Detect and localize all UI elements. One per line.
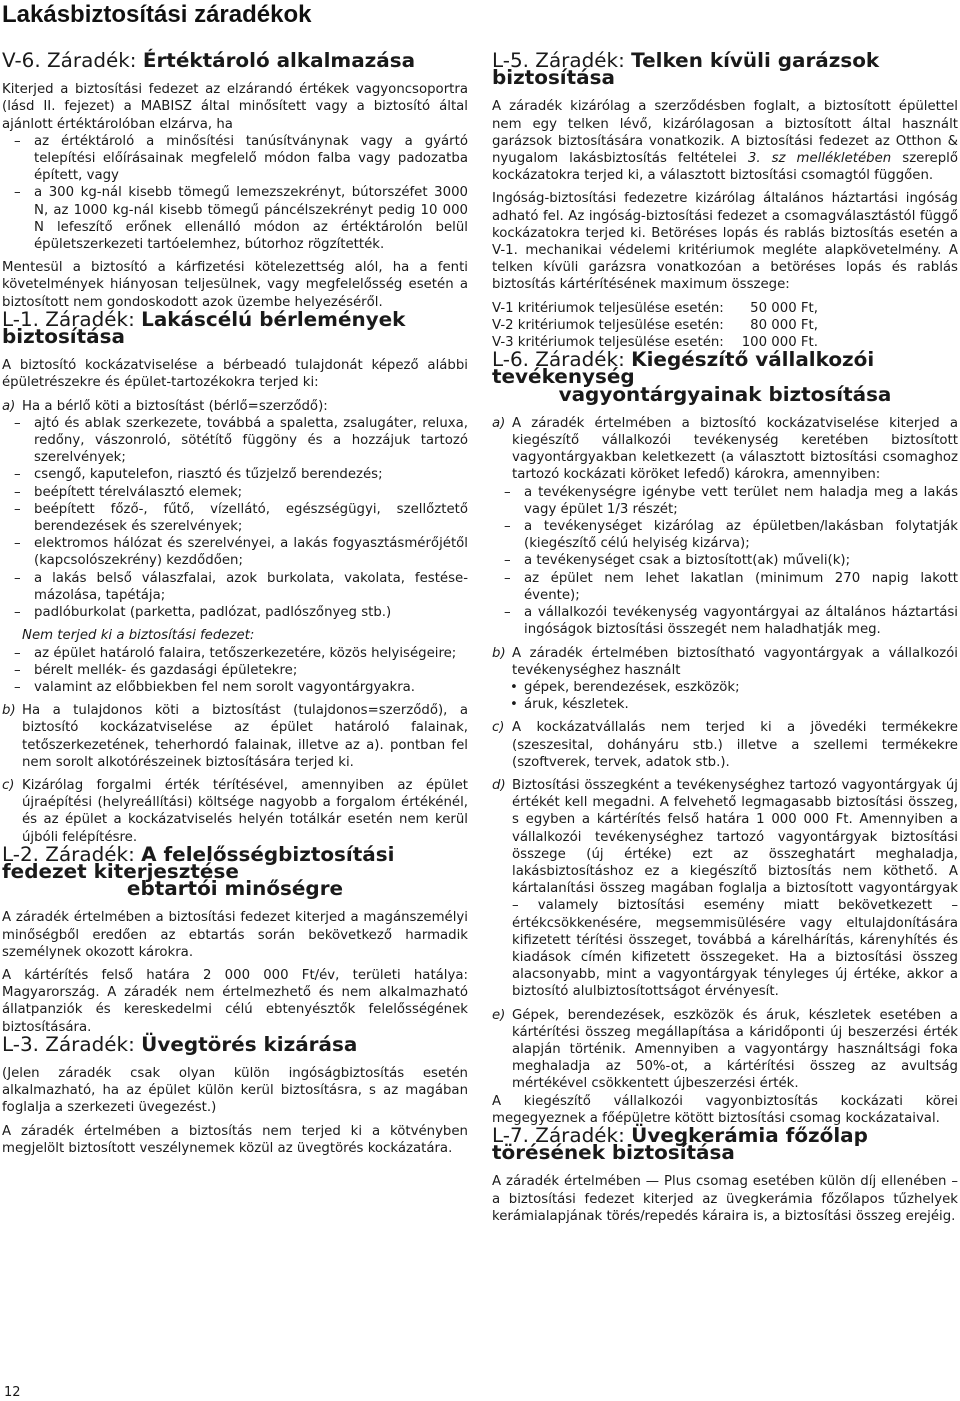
clause-code: L-6. Záradék: (492, 347, 625, 372)
paragraph: A kiegészítő vállalkozói vagyonbiztosítás kockázati körei megegyeznek a főépületre kötött biztosítási csomag kockázataival. (492, 1093, 958, 1126)
list-item (2, 777, 468, 846)
list-item: – beépített térelválasztó elemek; (2, 484, 468, 501)
clause-title: Üvegkerámia főzőlap törésének biztosítása (492, 1122, 868, 1165)
item-text: A záradék értelmében a biztosító kockázatviselése kiterjed a kiegészítő vállalkozói tevékenység keretében biztosított vagyontárgyakban keletkezett (a választott biztosítási csomaghoz tartozó kockázati köröket lefedő) károkra, amennyiben: (512, 415, 958, 483)
amounts-table (492, 300, 958, 352)
amount-value: 100 000 Ft. (741, 335, 818, 351)
page-number: 12 (4, 1385, 21, 1400)
section-heading-l6 (492, 347, 958, 406)
item-text: A záradék értelmében biztosítható vagyontárgyak a vállalkozói tevékenységhez használt (512, 645, 958, 678)
clause-title-line2: ebtartói minőségre (126, 876, 344, 901)
clause-code: L-7. Záradék: (492, 1122, 625, 1147)
clause-title: Lakáscélú bérlemények biztosítása (2, 306, 406, 349)
item-text: Kizárólag forgalmi érték térítésével, amennyiben az épület újraépítési (helyreállítási) költsége nagyobb a forgalom értékénél, és az épület a kockázatviselés helyén totálkár esetén nem kerül újbóli felépítésre. (22, 777, 468, 845)
paragraph: A záradék értelmében a biztosítási fedezet kiterjed a magánszemélyi minőségből eredően az ebtartás során bekövetkező harmadik személynek okozott károkra. (2, 910, 468, 960)
section-heading-l2 (2, 841, 468, 901)
list-item: – az épület nem lehet lakatlan (minimum 270 napig lakott évente); (492, 570, 958, 604)
section-heading-l3 (2, 1031, 468, 1056)
list-item: – a tevékenységet csak a biztosított(ak) műveli(k); (492, 552, 958, 569)
list-item: – a tevékenységre igénybe vett terület nem haladja meg a lakás vagy épület 1/3 részét; (492, 484, 958, 518)
list-item: – csengő, kaputelefon, riasztó és tűzjelző berendezés; (2, 466, 468, 483)
item-text: Gépek, berendezések, eszközök és áruk, készletek esetében a kártérítési összeg megállapítása a káridőponti új beszerzési érték alapján történik. Amennyiben a vagyontárgy használtsági foka meghaladja az 50%-ot, a kártérítési összeg az avultság mértékével csökkentett újbeszerzési érték. (512, 1007, 958, 1092)
list-item: – az értéktároló a minősítési tanúsítványnak vagy a gyártó telepítési előírásainak megfelelő módon falba vagy padozatba épített, vagy (2, 133, 468, 185)
paragraph: A kártérítés felső határa 2 000 000 Ft/év, területi hatálya: Magyarország. A záradék nem értelmezhető és nem alkalmazható állatpanziók és kereskedelmi célú ebtenyésztők felelősségének biztosítására. (2, 967, 468, 1035)
item-text: Biztosítási összegként a tevékenységhez tartozó vagyontárgyak új értékét kell megadni. A felvehető legmagasabb biztosítási összeg, s egyben a kártérítés felső határa 1 000 000 Ft. Amennyiben a vállalkozói tevékenységhez tartozó vagyontárgyak biztosítási összege (új értéke) ezt az összeghatárt meghaladja, lakásbiztosításhoz ez a kiegészítő biztosítás nem köthető. A kártalanítási összeg magában foglalja a biztosított vagyontárgyak – valamely biztosítási esemény miatt bekövetkezett – értékcsökkenésére, megsemmisülésére vagy eltulajdonítására kifizetett térítési összeget, továbbá a kárelhárítás, kárenyhítés és kiadások címén kifizetett összegeket. Ha a biztosítási összeg alacsonyabb, mint a vagyontárgyak tényleges új értéke, akkor a biztosító alulbiztosítottságot érvényesít. (512, 777, 958, 1000)
item-label: c) (492, 720, 505, 736)
list-item (492, 645, 958, 679)
section-heading-l7 (492, 1122, 958, 1165)
list-item (492, 1007, 958, 1093)
annex-reference: 3. sz mellékletében (747, 151, 892, 167)
list-item: – elektromos hálózat és szerelvényei, a lakás fogyasztásmérőjétől (kapcsolószekrény) kezdődően; (2, 535, 468, 569)
paragraph: Ingóság-biztosítási fedezetre kizárólag általános háztartási ingóság adható fel. Az ingóság-biztosítási fedezet a csomagválasztástól függő kockázatokra terjed ki. Betöréses lopás és rablás biztosítás esetén a V-1. mechanikai védelemi kritériumok megléte alapkövetelmény. A telken kívüli garázsra vonatkozóan a betöréses lopás és rablás biztosítás kártérítésének maximum összege: (492, 191, 958, 293)
list-item: • gépek, berendezések, eszközök; (492, 679, 958, 696)
clause-title: Telken kívüli garázsok biztosítása (492, 48, 880, 90)
amount-value: 50 000 Ft, (750, 300, 818, 316)
list-item: – az épület határoló falaira, tetőszerkezetére, közös helyiségeire; (2, 645, 468, 662)
item-label: d) (492, 777, 506, 793)
paragraph: A záradék értelmében — Plus csomag esetében külön díj ellenében – a biztosítási fedezet kiterjed az üvegkerámia főzőlapos tűzhelyek kerámialapjának törés/repedés káraira is, a biztosítási összeg erejéig. (492, 1174, 958, 1224)
paragraph: (Jelen záradék csak olyan külön ingóságbiztosítás esetén alkalmazható, ha az épület külön kerül biztosításra, s az magában foglalja a szerkezeti üvegezést.) (2, 1065, 468, 1116)
clause-code: L-5. Záradék: (492, 48, 625, 72)
list-item: – beépített főző-, fűtő, vízellátó, egészségügyi, szellőztető berendezések és szerelvények; (2, 501, 468, 535)
clause-code: L-2. Záradék: (2, 841, 135, 866)
list-item: • áruk, készletek. (492, 696, 958, 713)
clause-title-line2: vagyontárgyainak biztosítása (558, 381, 892, 406)
text-run: szereplő kockázatokra terjed ki, a választott biztosítási csomagtól függően. (492, 151, 958, 184)
list-item (2, 398, 468, 415)
list-item: – a lakás belső válaszfalai, azok burkolata, vakolata, festése-mázolása, tapétája; (2, 570, 468, 604)
paragraph: A záradék értelmében a biztosítás nem terjed ki a kötvényben megjelölt biztosított veszélynemek közül az üvegtörés kockázatára. (2, 1123, 468, 1156)
amount-value: 80 000 Ft, (750, 317, 818, 333)
list-item: – a 300 kg-nál kisebb tömegű lemezszekrényt, bútorszéfet 3000 N, az 1000 kg-nál kisebb tömegű páncélszekrényt pedig 10 000 N lefeszítő erőnek ellenálló módon az értéktárolón belül épületszerkezeti tartóelemhez, bútorhoz rögzítették. (2, 184, 468, 253)
list-item (492, 777, 958, 1001)
text-run: A záradék kizárólag a szerződésben foglalt, a biztosított épülettel nem egy telken lévő, kizárólagosan a biztosított által használt garázsok biztosítására vonatkozik. A biztosítási fedezet az Otthon & nyugalom lakásbiztosítás feltételei (492, 99, 958, 167)
clause-code: V-6. Záradék: (2, 48, 137, 72)
page-title: Lakásbiztosítási záradékok (2, 1, 312, 28)
section-heading-v6 (2, 48, 468, 72)
paragraph: Mentesül a biztosító a kárfizetési kötelezettség alól, ha a fenti követelmények hiányosan teljesülnek, vagy megfelelősség esetén a biztosított nem gondoskodott azok üzembe helyezéséről. (2, 260, 468, 310)
clause-title: A felelősségbiztosítási fedezet kiterjesztése (2, 841, 395, 883)
right-column (492, 48, 958, 1225)
item-text: Ha a bérlő köti a biztosítást (bérlő=szerződő): (22, 398, 328, 414)
list-item (2, 702, 468, 771)
paragraph: Kiterjed a biztosítási fedezet az elzárandó értékek vagyoncsoportra (lásd II. fejezet) a MABISZ által minősített vagy a biztosító által ajánlott értéktárolóban elzárva, ha (2, 82, 468, 132)
amount-label: V-1 kritériumok teljesülése esetén: (492, 300, 724, 316)
clause-title: Üvegtörés kizárása (141, 1031, 358, 1056)
item-text: A kockázatvállalás nem terjed ki a jövedéki termékekre (szeszesital, dohányáru stb.) illetve a szellemi termékekre (szoftverek, tervek, adatok stb.). (512, 720, 958, 770)
list-item: – a vállalkozói tevékenység vagyontárgyai az általános háztartási ingóságok biztosítási összegét nem haladhatják meg. (492, 604, 958, 638)
list-item: – ajtó és ablak szerkezete, továbbá a spaletta, zsalugáter, reluxa, redőny, vászonroló, sötétítő függöny és a hozzájuk tartozó szerelvények; (2, 415, 468, 467)
clause-code: L-3. Záradék: (2, 1031, 135, 1056)
section-heading-l5 (492, 48, 958, 90)
list-item (492, 415, 958, 484)
clause-title: Értéktároló alkalmazása (142, 48, 416, 72)
list-item: – bérelt mellék- és gazdasági épületekre; (2, 662, 468, 679)
item-label: a) (492, 415, 506, 431)
list-item (492, 719, 958, 771)
paragraph (492, 98, 958, 184)
not-covered-label: Nem terjed ki a biztosítási fedezet: (22, 628, 255, 644)
amount-label: V-2 kritériumok teljesülése esetén: (492, 317, 724, 333)
paragraph: A biztosító kockázatviselése a bérbeadó tulajdonát képező alábbi épületrészekre és épület-tartozékokra terjed ki: (2, 358, 468, 391)
clause-code: L-1. Záradék: (2, 306, 135, 331)
amount-label: V-3 kritériumok teljesülése esetén: (492, 335, 724, 351)
item-label: a) (2, 398, 16, 414)
list-item: – padlóburkolat (parketta, padlózat, padlószőnyeg stb.) (2, 604, 468, 621)
item-label: b) (2, 703, 16, 719)
left-column (2, 48, 468, 1157)
section-heading-l1 (2, 306, 468, 349)
item-label: b) (492, 645, 506, 661)
item-label: c) (2, 777, 15, 793)
list-item: – a tevékenységet kizárólag az épületben/lakásban folytatják (kiegészítő célú helyiség kizárva); (492, 518, 958, 552)
clause-title: Kiegészítő vállalkozói tevékenység (492, 347, 875, 389)
item-label: e) (492, 1007, 506, 1023)
item-text: Ha a tulajdonos köti a biztosítást (tulajdonos=szerződő), a biztosító kockázatviselése az épület határoló falainak, tetőszerkezetének, teherhordó falainak, illetve az a). pontban fel nem sorolt alkotórészeinek biztosítására terjed ki. (22, 703, 468, 770)
list-item: – valamint az előbbiekben fel nem sorolt vagyontárgyakra. (2, 679, 468, 696)
